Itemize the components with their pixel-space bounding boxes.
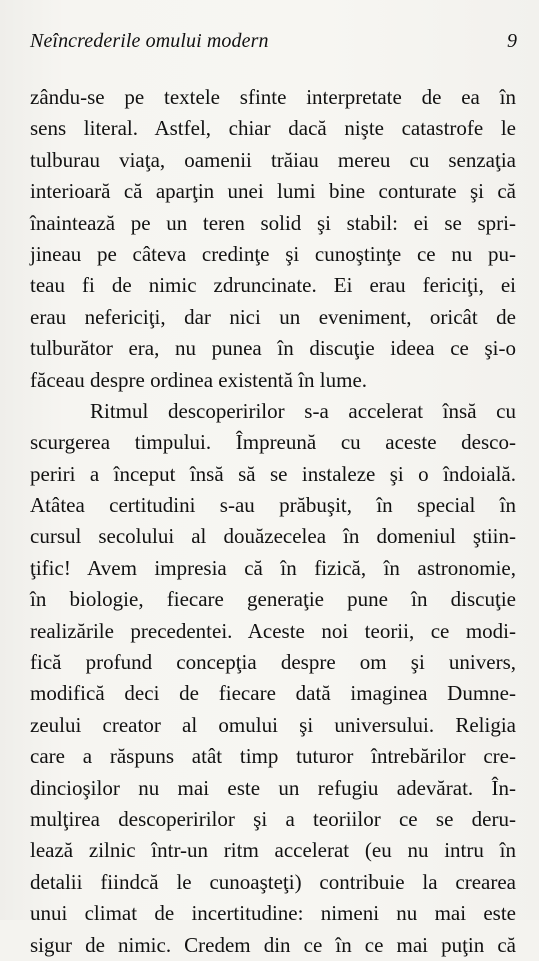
text-line: care a răspuns atât timp tuturor întrebărilor cre- [30,744,516,769]
text-line: interioară că aparţin unei lumi bine conturate şi că [30,179,516,204]
text-line: lează zilnic într-un ritm accelerat (eu nu intru în [30,838,516,863]
paragraph-2 [30,396,516,961]
paragraph-1 [30,82,516,396]
text-line: detalii fiindcă le cunoaşteţi) contribuie la crearea [30,869,516,894]
running-title: Neîncrederile omului modern [30,30,269,52]
text-line: zându-se pe textele sfinte interpretate de ea în [30,85,516,109]
text-line: unui climat de incertitudine: nimeni nu mai este [30,901,516,926]
text-line: Ritmul descoperirilor s-a accelerat însă cu [90,398,516,423]
text-line: zeului creator al omului şi universului. Religia [30,712,516,737]
text-line: periri a început însă să se instaleze şi o îndoială. [30,461,516,486]
text-line: fică profund concepţia despre om şi univers, [30,650,516,675]
text-line: înaintează pe un teren solid şi stabil: ei se spri- [30,210,516,235]
page-number: 9 [507,30,517,52]
text-line: modifică deci de fiecare dată imaginea Dumne- [30,681,516,706]
text-line: erau nefericiţi, dar nici un eveniment, oricât de [30,304,516,329]
text-line: făceau despre ordinea existentă în lume. [30,367,368,392]
text-line: tulburător era, nu punea în discuţie ideea ce şi-o [30,336,516,361]
text-line: mulţirea descoperirilor şi a teoriilor ce se deru- [30,806,516,831]
text-line: ţific! Avem impresia că în fizică, în astronomie, [30,555,516,580]
text-line: teau fi de nimic zdruncinate. Ei erau fericiţi, ei [30,273,516,298]
text-line: sigur de nimic. Credem din ce în ce mai puţin că [30,932,516,957]
text-line: cursul secolului al douăzecelea în domeniul ştiin- [30,524,516,549]
text-line: realizările precedentei. Aceste noi teorii, ce modi- [30,618,516,643]
text-line: scurgerea timpului. Împreună cu aceste desco- [30,430,516,455]
text-line: în biologie, fiecare generaţie pune în discuţie [30,587,516,612]
text-line: tulburau viaţa, oamenii trăiau mereu cu senzaţia [30,147,516,172]
page-header [30,30,517,60]
text-line: jineau pe câteva credinţe şi cunoştinţe ce nu pu- [30,241,516,266]
text-line: Atâtea certitudini s-au prăbuşit, în special în [30,493,516,518]
text-line: sens literal. Astfel, chiar dacă nişte catastrofe le [30,116,516,141]
body-text [30,82,516,961]
text-line: dincioşilor nu mai este un refugiu adevărat. În- [30,775,516,800]
